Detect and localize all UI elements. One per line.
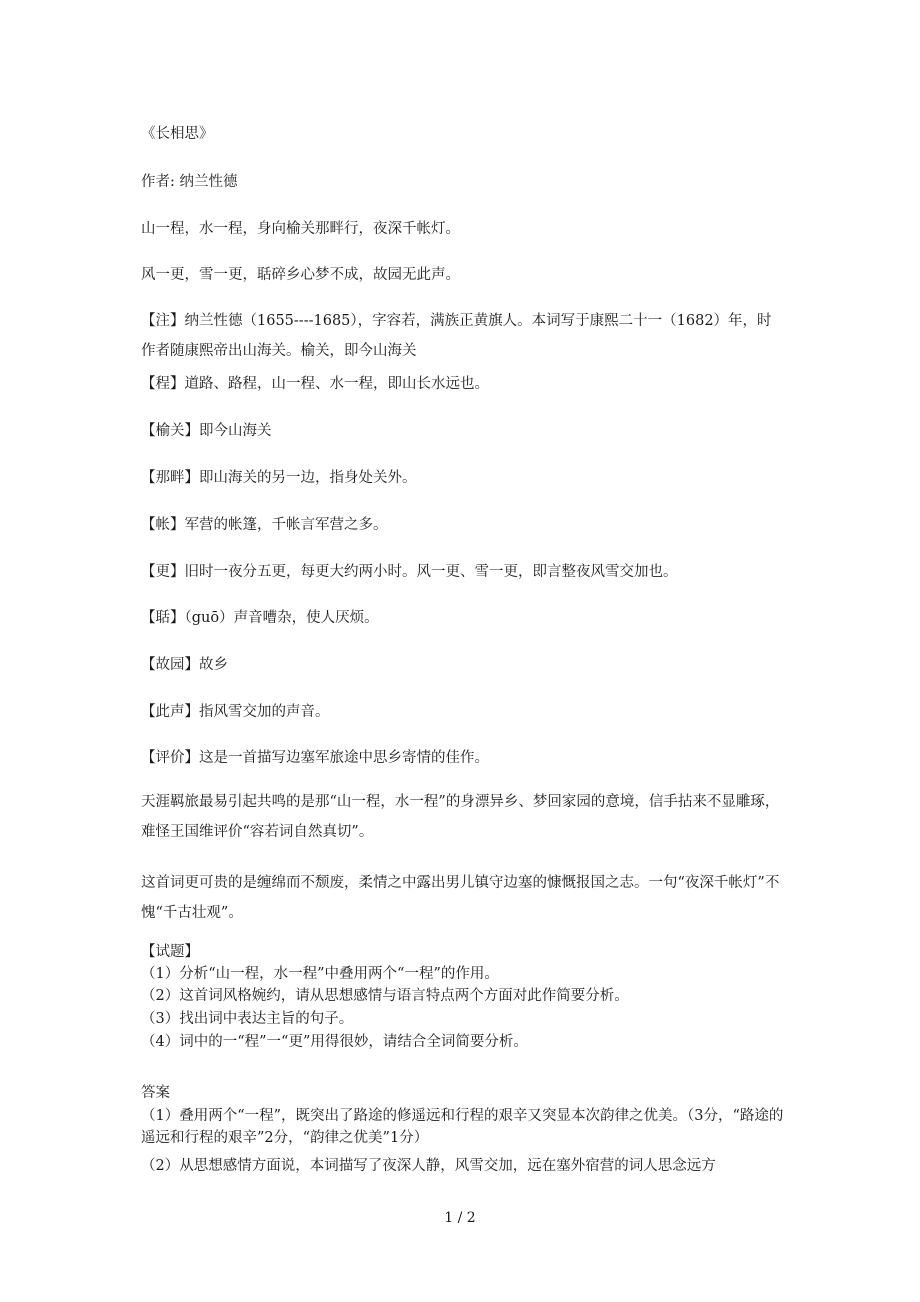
- poem-author: 作者: 纳兰性德: [141, 174, 238, 190]
- note-intro: 【注】纳兰性德（1655----1685），字容若，满族正黄旗人。本词写于康熙二十一（1682）年，时作者随康熙帝出山海关。榆关，即今山海关: [141, 313, 772, 359]
- commentary-paragraph-2: 这首词更可贵的是缠绵而不颓废，柔情之中露出男儿镇守边塞的慷慨报国之志。一句“夜深千帐灯”不愧“千古壮观”。: [141, 875, 780, 921]
- exam-heading: 【试题】: [141, 944, 199, 960]
- note-pingjia: 【评价】这是一首描写边塞军旅途中思乡寄情的佳作。: [141, 750, 489, 766]
- exam-question-3: （3）找出词中表达主旨的句子。: [141, 1011, 354, 1027]
- note-cisheng: 【此声】指风雪交加的声音。: [141, 704, 330, 720]
- exam-question-4: （4）词中的一“程”一“更”用得很妙，请结合全词简要分析。: [141, 1034, 528, 1050]
- note-zhang: 【帐】军营的帐篷，千帐言军营之多。: [141, 517, 388, 533]
- poem-line-1: 山一程，水一程，身向榆关那畔行，夜深千帐灯。: [141, 221, 460, 237]
- commentary-paragraph-1: 天涯羁旅最易引起共鸣的是那“山一程，水一程”的身漂异乡、梦回家园的意境，信手拈来不显雕琢，难怪王国维评价“容若词自然真切”。: [141, 794, 780, 840]
- exam-question-2: （2）这首词风格婉约，请从思想感情与语言特点两个方面对此作简要分析。: [141, 988, 629, 1004]
- exam-question-1: （1）分析“山一程，水一程”中叠用两个“一程”的作用。: [141, 966, 499, 982]
- note-guyuan: 【故园】故乡: [141, 657, 228, 673]
- answer-2: （2）从思想感情方面说，本词描写了夜深人静，风雪交加，远在塞外宿营的词人思念远方: [141, 1158, 716, 1174]
- note-guo: 【聒】（guō）声音嘈杂，使人厌烦。: [141, 610, 379, 626]
- answer-1: （1）叠用两个“一程”，既突出了路途的修遥远和行程的艰辛又突显本次韵律之优美。（3分，“路途的遥远和行程的艰辛”2分，“韵律之优美”1分）: [141, 1108, 784, 1146]
- note-napan: 【那畔】即山海关的另一边，指身处关外。: [141, 470, 417, 486]
- answers-heading: 答案: [141, 1085, 170, 1101]
- note-geng: 【更】旧时一夜分五更，每更大约两小时。风一更、雪一更，即言整夜风雪交加也。: [141, 564, 678, 580]
- poem-title: 《长相思》: [141, 126, 214, 142]
- note-cheng: 【程】道路、路程，山一程、水一程，即山长水远也。: [141, 376, 489, 392]
- page-indicator: 1 / 2: [444, 1210, 476, 1226]
- note-yuguan: 【榆关】即今山海关: [141, 423, 272, 439]
- poem-line-2: 风一更，雪一更，聒碎乡心梦不成，故园无此声。: [141, 267, 460, 283]
